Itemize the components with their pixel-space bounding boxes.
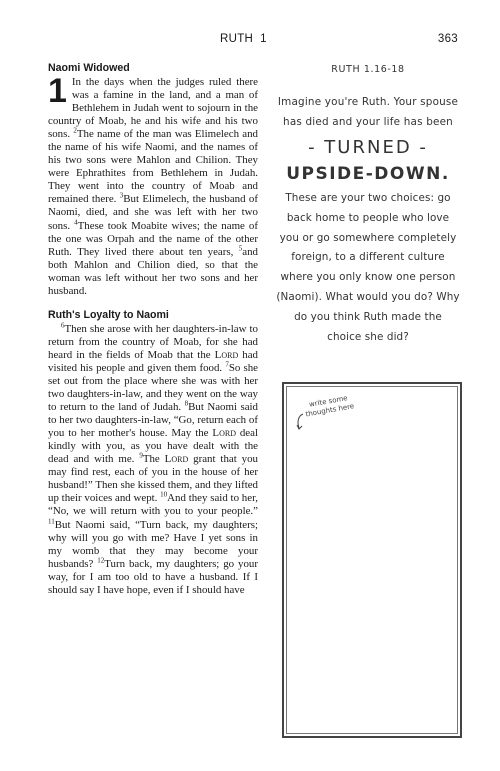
divine-name: Lord xyxy=(212,427,236,440)
verse-number: 9 xyxy=(139,451,143,460)
scripture-column xyxy=(48,62,258,597)
divine-name: Lord xyxy=(214,348,239,361)
paragraph-ruths-loyalty xyxy=(48,323,258,597)
journal-prompt: Imagine you're Ruth. Your spouse has died and your life has been xyxy=(277,96,459,128)
verse-number: 4 xyxy=(74,217,78,226)
divine-name: Lord xyxy=(164,453,189,466)
verse-12-text: Turn back, my daughters; go your way, for I am too old to have a husband. If I should say I have hope, even if I should have xyxy=(48,557,258,596)
verse-number: 12 xyxy=(97,556,105,565)
journal-column xyxy=(276,64,460,347)
verse-2-text: The name of the man was Elimelech and the name of his wife Naomi, and the names of his two sons were Mahlon and Chilion. They were Ephrathites from Bethlehem in Judah. They went into the country of Moab and remained there. xyxy=(48,128,259,206)
verse-3-text: But Elimelech, the husband of Naomi, died, and she was left with her two sons. xyxy=(48,193,259,232)
verse-number: 5 xyxy=(238,243,243,252)
chapter-ref: 1 xyxy=(260,33,267,45)
section-heading-ruths-loyalty: Ruth's Loyalty to Naomi xyxy=(48,308,169,321)
page-number: 363 xyxy=(437,33,458,45)
verse-number: 8 xyxy=(184,399,189,408)
verse-9-text: The xyxy=(142,453,165,466)
journal-writing-box[interactable] xyxy=(282,382,462,738)
verse-6-text-end: had visited his people and given them food. xyxy=(48,348,258,374)
turned-headline: - TURNED - xyxy=(308,137,428,158)
verse-8-text-end: deal kindly with you, as you have dealt with the dead and with me. xyxy=(48,427,258,466)
verse-8-text: But Naomi said to her two daughters-in-law, “Go, return each of you to her mother's house. May the xyxy=(48,401,258,440)
verse-number: 3 xyxy=(119,191,124,200)
verse-1-text: In the days when the judges ruled there was a famine in the land, and a man of Bethlehem in Judah went to sojourn in the country of Moab, he and his wife and his two sons. xyxy=(48,76,258,141)
verse-number: 7 xyxy=(225,360,229,369)
verse-number: 6 xyxy=(61,321,65,330)
verse-9-text-end: grant that you may find rest, each of you in the house of her husband!” Then she kissed them, and they lifted up their voices and wept. xyxy=(48,453,258,505)
verse-11-text: But Naomi said, “Turn back, my daughters; why will you go with me? Have I yet sons in my womb that they may become your husbands? xyxy=(48,518,258,570)
paragraph-naomi-widowed xyxy=(48,72,259,298)
verse-number: 11 xyxy=(48,516,55,525)
book-name: RUTH xyxy=(220,33,254,45)
verse-10-text: And they said to her, “No, we will return with you to your people.” xyxy=(48,492,258,518)
running-head-book xyxy=(220,33,267,45)
verse-7-text: So she set out from the place where she was with her two daughters-in-law, and they went on the way to return to the land of Judah. xyxy=(48,361,258,414)
verse-number: 10 xyxy=(160,490,168,499)
upside-down-headline: UPSIDE-DOWN. xyxy=(286,164,450,184)
section-heading-naomi-widowed: Naomi Widowed xyxy=(48,62,130,74)
journal-reference: RUTH 1.16-18 xyxy=(331,64,405,75)
write-prompt-label: write some thoughts here xyxy=(304,394,355,419)
verse-6-text: Then she arose with her daughters-in-law to return from the country of Moab, for she had heard in the fields of Moab that the xyxy=(48,322,258,361)
verse-4-text: These took Moabite wives; the name of the one was Orpah and the name of the other Ruth. They lived there about ten years, xyxy=(48,219,258,258)
verse-number: 2 xyxy=(73,126,77,135)
chapter-number-dropcap: 1 xyxy=(48,72,67,110)
verse-5-text: and both Mahlon and Chilion died, so that the woman was left without her two sons and her husband. xyxy=(48,245,258,297)
running-head xyxy=(0,33,500,49)
journal-question: These are your two choices: go back home to people who love you or go somewhere completely foreign, to a different culture where you only know one person (Naomi). What would you do? Why do you think Ruth made the choice she did? xyxy=(276,192,460,343)
